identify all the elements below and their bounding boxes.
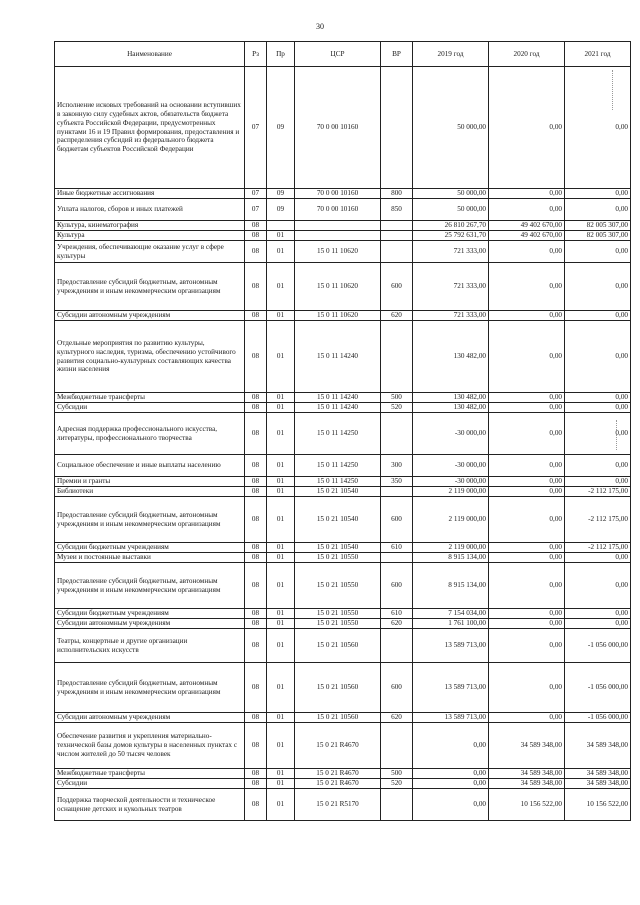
row-2019: 8 915 134,00 (413, 553, 489, 563)
row-2019: -30 000,00 (413, 413, 489, 455)
row-name: Библиотеки (55, 487, 245, 497)
row-pr: 09 (267, 67, 295, 189)
row-2021: 0,00 (565, 403, 631, 413)
row-vr (381, 413, 413, 455)
row-2021: -1 056 000,00 (565, 713, 631, 723)
row-pr: 01 (267, 713, 295, 723)
row-rz: 08 (245, 619, 267, 629)
row-2021: 34 589 348,00 (565, 779, 631, 789)
row-pr: 01 (267, 663, 295, 713)
row-2021: 82 005 307,00 (565, 231, 631, 241)
row-name: Культура, кинематография (55, 221, 245, 231)
row-rz: 08 (245, 403, 267, 413)
row-2019: 13 589 713,00 (413, 663, 489, 713)
row-2019: 0,00 (413, 779, 489, 789)
row-vr: 620 (381, 713, 413, 723)
row-2020: 10 156 522,00 (489, 789, 565, 821)
row-2020: 0,00 (489, 67, 565, 189)
row-rz: 08 (245, 321, 267, 393)
row-name: Межбюджетные трансферты (55, 393, 245, 403)
table-row (55, 477, 631, 487)
row-pr: 01 (267, 609, 295, 619)
row-vr: 520 (381, 779, 413, 789)
row-rz: 08 (245, 413, 267, 455)
row-csr: 15 0 11 14240 (295, 393, 381, 403)
row-name: Иные бюджетные ассигнования (55, 189, 245, 199)
table-row (55, 487, 631, 497)
row-name: Субсидии автономным учреждениям (55, 713, 245, 723)
row-pr: 01 (267, 543, 295, 553)
row-vr: 610 (381, 543, 413, 553)
row-2020: 34 589 348,00 (489, 769, 565, 779)
row-2020: 34 589 348,00 (489, 723, 565, 769)
row-2019: 2 119 000,00 (413, 543, 489, 553)
row-rz: 08 (245, 779, 267, 789)
table-row (55, 619, 631, 629)
row-2019: 721 333,00 (413, 263, 489, 311)
row-pr: 01 (267, 563, 295, 609)
row-name: Предоставление субсидий бюджетным, автономным учреждениям и иным некоммерческим организациям (55, 263, 245, 311)
header-pr: Пр (267, 42, 295, 67)
row-pr: 01 (267, 403, 295, 413)
table-row (55, 321, 631, 393)
row-pr: 01 (267, 629, 295, 663)
row-2020: 0,00 (489, 321, 565, 393)
row-name: Межбюджетные трансферты (55, 769, 245, 779)
row-csr: 15 0 21 R4670 (295, 779, 381, 789)
row-2021: 0,00 (565, 619, 631, 629)
row-2021: 34 589 348,00 (565, 769, 631, 779)
table-row (55, 769, 631, 779)
row-rz: 08 (245, 393, 267, 403)
row-vr (381, 241, 413, 263)
row-2021: -1 056 000,00 (565, 629, 631, 663)
row-name: Субсидии (55, 403, 245, 413)
row-2020: 0,00 (489, 543, 565, 553)
row-2019: 8 915 134,00 (413, 563, 489, 609)
row-csr: 15 0 21 10550 (295, 619, 381, 629)
row-2020: 0,00 (489, 455, 565, 477)
row-2020: 0,00 (489, 663, 565, 713)
row-2021: 34 589 348,00 (565, 723, 631, 769)
pencil-mark (612, 70, 613, 110)
row-2019: 130 482,00 (413, 393, 489, 403)
row-vr: 600 (381, 563, 413, 609)
row-pr (267, 221, 295, 231)
row-2020: 0,00 (489, 477, 565, 487)
row-csr: 15 0 11 14250 (295, 455, 381, 477)
row-vr (381, 789, 413, 821)
row-2020: 0,00 (489, 393, 565, 403)
page-number: 30 (316, 22, 324, 31)
row-2019: 721 333,00 (413, 311, 489, 321)
row-2019: 7 154 034,00 (413, 609, 489, 619)
row-2020: 0,00 (489, 629, 565, 663)
row-name: Предоставление субсидий бюджетным, автономным учреждениям и иным некоммерческим организациям (55, 563, 245, 609)
row-name: Обеспечение развития и укрепления материально-технической базы домов культуры в населенных пунктах с числом жителей до 50 тысяч человек (55, 723, 245, 769)
row-vr (381, 553, 413, 563)
row-csr: 70 0 00 10160 (295, 189, 381, 199)
row-2020: 34 589 348,00 (489, 779, 565, 789)
row-pr: 01 (267, 263, 295, 311)
row-2019: 26 810 267,70 (413, 221, 489, 231)
row-pr: 01 (267, 311, 295, 321)
row-csr: 15 0 21 10560 (295, 629, 381, 663)
row-vr (381, 629, 413, 663)
row-pr: 01 (267, 497, 295, 543)
row-pr: 01 (267, 779, 295, 789)
row-vr (381, 67, 413, 189)
row-pr: 01 (267, 231, 295, 241)
row-vr (381, 723, 413, 769)
row-2020: 0,00 (489, 403, 565, 413)
row-2021: 0,00 (565, 609, 631, 619)
row-csr: 15 0 11 14250 (295, 413, 381, 455)
row-2020: 0,00 (489, 199, 565, 221)
row-2021: -1 056 000,00 (565, 663, 631, 713)
table-row (55, 199, 631, 221)
row-2021: -2 112 175,00 (565, 487, 631, 497)
row-vr: 350 (381, 477, 413, 487)
row-vr: 620 (381, 311, 413, 321)
row-2019: 130 482,00 (413, 403, 489, 413)
table-header-row (55, 42, 631, 67)
header-csr: ЦСР (295, 42, 381, 67)
table-row (55, 553, 631, 563)
row-pr: 01 (267, 723, 295, 769)
row-csr: 15 0 11 14240 (295, 403, 381, 413)
row-2021: 0,00 (565, 263, 631, 311)
row-csr: 15 0 21 10540 (295, 487, 381, 497)
table-row (55, 563, 631, 609)
row-2021: 0,00 (565, 189, 631, 199)
row-2021: 0,00 (565, 563, 631, 609)
row-vr: 600 (381, 663, 413, 713)
row-csr: 15 0 11 14240 (295, 321, 381, 393)
row-2021: 0,00 (565, 413, 631, 455)
header-name: Наименование (55, 42, 245, 67)
row-2021: 0,00 (565, 67, 631, 189)
table-row (55, 497, 631, 543)
row-vr (381, 487, 413, 497)
row-csr: 15 0 21 10550 (295, 553, 381, 563)
row-pr: 01 (267, 241, 295, 263)
row-2020: 0,00 (489, 619, 565, 629)
row-rz: 08 (245, 263, 267, 311)
row-name: Предоставление субсидий бюджетным, автономным учреждениям и иным некоммерческим организациям (55, 663, 245, 713)
table-row (55, 543, 631, 553)
row-csr: 15 0 21 R4670 (295, 769, 381, 779)
row-2021: 0,00 (565, 393, 631, 403)
row-2020: 49 402 670,00 (489, 231, 565, 241)
row-2020: 0,00 (489, 563, 565, 609)
row-2019: 50 000,00 (413, 67, 489, 189)
row-rz: 08 (245, 543, 267, 553)
row-vr: 800 (381, 189, 413, 199)
row-name: Субсидии (55, 779, 245, 789)
row-2019: 1 761 100,00 (413, 619, 489, 629)
row-2020: 0,00 (489, 413, 565, 455)
table-row (55, 723, 631, 769)
row-2021: -2 112 175,00 (565, 543, 631, 553)
row-csr (295, 221, 381, 231)
header-2019: 2019 год (413, 42, 489, 67)
row-name: Музеи и постоянные выставки (55, 553, 245, 563)
row-name: Поддержка творческой деятельности и техническое оснащение детских и кукольных театров (55, 789, 245, 821)
table-row (55, 413, 631, 455)
row-2021: 10 156 522,00 (565, 789, 631, 821)
row-rz: 08 (245, 487, 267, 497)
row-name: Субсидии автономным учреждениям (55, 619, 245, 629)
row-csr: 15 0 11 10620 (295, 311, 381, 321)
row-2019: 130 482,00 (413, 321, 489, 393)
row-vr: 850 (381, 199, 413, 221)
row-name: Субсидии бюджетным учреждениям (55, 543, 245, 553)
table-row (55, 403, 631, 413)
row-pr: 01 (267, 455, 295, 477)
row-2019: 50 000,00 (413, 189, 489, 199)
row-name: Учреждения, обеспечивающие оказание услуг в сфере культуры (55, 241, 245, 263)
row-rz: 08 (245, 221, 267, 231)
row-vr: 620 (381, 619, 413, 629)
row-rz: 07 (245, 199, 267, 221)
row-rz: 08 (245, 477, 267, 487)
row-pr: 01 (267, 413, 295, 455)
row-rz: 08 (245, 231, 267, 241)
row-vr (381, 321, 413, 393)
table-row (55, 455, 631, 477)
table-row (55, 263, 631, 311)
row-2019: 25 792 631,70 (413, 231, 489, 241)
row-2019: 50 000,00 (413, 199, 489, 221)
row-2021: 0,00 (565, 311, 631, 321)
row-rz: 08 (245, 789, 267, 821)
row-pr: 01 (267, 321, 295, 393)
table-row (55, 393, 631, 403)
row-csr: 15 0 11 10620 (295, 263, 381, 311)
row-pr: 01 (267, 393, 295, 403)
row-name: Предоставление субсидий бюджетным, автономным учреждениям и иным некоммерческим организациям (55, 497, 245, 543)
row-2020: 0,00 (489, 609, 565, 619)
row-2021: 0,00 (565, 477, 631, 487)
row-rz: 08 (245, 609, 267, 619)
pencil-mark (616, 420, 617, 450)
table-row (55, 67, 631, 189)
row-2021: 0,00 (565, 199, 631, 221)
row-2021: 0,00 (565, 553, 631, 563)
row-name: Субсидии бюджетным учреждениям (55, 609, 245, 619)
table-row (55, 231, 631, 241)
row-vr: 610 (381, 609, 413, 619)
row-pr: 01 (267, 487, 295, 497)
row-2019: 0,00 (413, 723, 489, 769)
row-2019: 13 589 713,00 (413, 713, 489, 723)
row-csr: 15 0 21 R5170 (295, 789, 381, 821)
row-csr: 15 0 11 14250 (295, 477, 381, 487)
row-name: Отдельные мероприятия по развитию культуры, культурного наследия, туризма, обеспечению устойчивого развития социально-культурных составляющих качества жизни населения (55, 321, 245, 393)
row-vr (381, 231, 413, 241)
row-2021: 0,00 (565, 455, 631, 477)
row-2020: 0,00 (489, 263, 565, 311)
row-csr: 70 0 00 10160 (295, 67, 381, 189)
header-2020: 2020 год (489, 42, 565, 67)
row-vr: 520 (381, 403, 413, 413)
row-csr: 15 0 21 10550 (295, 609, 381, 619)
row-name: Адресная поддержка профессионального искусства, литературы, профессионального творчества (55, 413, 245, 455)
row-rz: 07 (245, 67, 267, 189)
row-rz: 08 (245, 723, 267, 769)
header-2021: 2021 год (565, 42, 631, 67)
row-pr: 01 (267, 553, 295, 563)
row-name: Театры, концертные и другие организации исполнительских искусств (55, 629, 245, 663)
row-2021: 0,00 (565, 321, 631, 393)
row-rz: 08 (245, 311, 267, 321)
table-row (55, 189, 631, 199)
row-2020: 49 402 670,00 (489, 221, 565, 231)
budget-table (54, 41, 631, 821)
row-vr (381, 221, 413, 231)
row-vr: 500 (381, 769, 413, 779)
row-2019: 13 589 713,00 (413, 629, 489, 663)
row-csr: 70 0 00 10160 (295, 199, 381, 221)
row-csr: 15 0 21 10550 (295, 563, 381, 609)
row-2019: 2 119 000,00 (413, 497, 489, 543)
row-2019: 0,00 (413, 769, 489, 779)
row-rz: 08 (245, 629, 267, 663)
row-pr: 09 (267, 189, 295, 199)
row-csr: 15 0 21 10540 (295, 497, 381, 543)
table-row (55, 779, 631, 789)
row-name: Культура (55, 231, 245, 241)
row-rz: 07 (245, 189, 267, 199)
row-pr: 01 (267, 789, 295, 821)
row-2019: 2 119 000,00 (413, 487, 489, 497)
row-name: Премии и гранты (55, 477, 245, 487)
row-2019: -30 000,00 (413, 477, 489, 487)
row-csr: 15 0 21 R4670 (295, 723, 381, 769)
table-row (55, 241, 631, 263)
row-2020: 0,00 (489, 311, 565, 321)
row-2021: 82 005 307,00 (565, 221, 631, 231)
row-2019: 721 333,00 (413, 241, 489, 263)
header-rz: Рз (245, 42, 267, 67)
row-rz: 08 (245, 455, 267, 477)
row-rz: 08 (245, 553, 267, 563)
row-2020: 0,00 (489, 241, 565, 263)
row-2020: 0,00 (489, 713, 565, 723)
row-vr: 600 (381, 497, 413, 543)
row-pr: 01 (267, 769, 295, 779)
row-2020: 0,00 (489, 189, 565, 199)
row-csr: 15 0 11 10620 (295, 241, 381, 263)
table-row (55, 713, 631, 723)
table-row (55, 221, 631, 231)
row-rz: 08 (245, 713, 267, 723)
row-csr (295, 231, 381, 241)
row-2020: 0,00 (489, 553, 565, 563)
row-pr: 01 (267, 619, 295, 629)
header-vr: ВР (381, 42, 413, 67)
table-row (55, 311, 631, 321)
row-csr: 15 0 21 10560 (295, 713, 381, 723)
table-row (55, 663, 631, 713)
row-name: Социальное обеспечение и иные выплаты населению (55, 455, 245, 477)
row-csr: 15 0 21 10540 (295, 543, 381, 553)
row-2019: 0,00 (413, 789, 489, 821)
row-2020: 0,00 (489, 497, 565, 543)
row-pr: 01 (267, 477, 295, 487)
row-vr: 300 (381, 455, 413, 477)
row-vr: 600 (381, 263, 413, 311)
row-2020: 0,00 (489, 487, 565, 497)
row-2021: -2 112 175,00 (565, 497, 631, 543)
row-rz: 08 (245, 563, 267, 609)
row-rz: 08 (245, 663, 267, 713)
row-rz: 08 (245, 241, 267, 263)
row-name: Исполнение исковых требований на основании вступивших в законную силу судебных актов, обязательств бюджета субъекта Российской Федерации, предусмотренных пунктами 16 и 19 Правил формирования, предоставления и распределения субсидий из федерального бюджета бюджетам субъектов Российской Федерации (55, 67, 245, 189)
row-name: Субсидии автономным учреждениям (55, 311, 245, 321)
table-row (55, 789, 631, 821)
table-row (55, 629, 631, 663)
row-rz: 08 (245, 497, 267, 543)
row-2019: -30 000,00 (413, 455, 489, 477)
row-vr: 500 (381, 393, 413, 403)
table-row (55, 609, 631, 619)
row-csr: 15 0 21 10560 (295, 663, 381, 713)
row-rz: 08 (245, 769, 267, 779)
row-2021: 0,00 (565, 241, 631, 263)
row-name: Уплата налогов, сборов и иных платежей (55, 199, 245, 221)
row-pr: 09 (267, 199, 295, 221)
